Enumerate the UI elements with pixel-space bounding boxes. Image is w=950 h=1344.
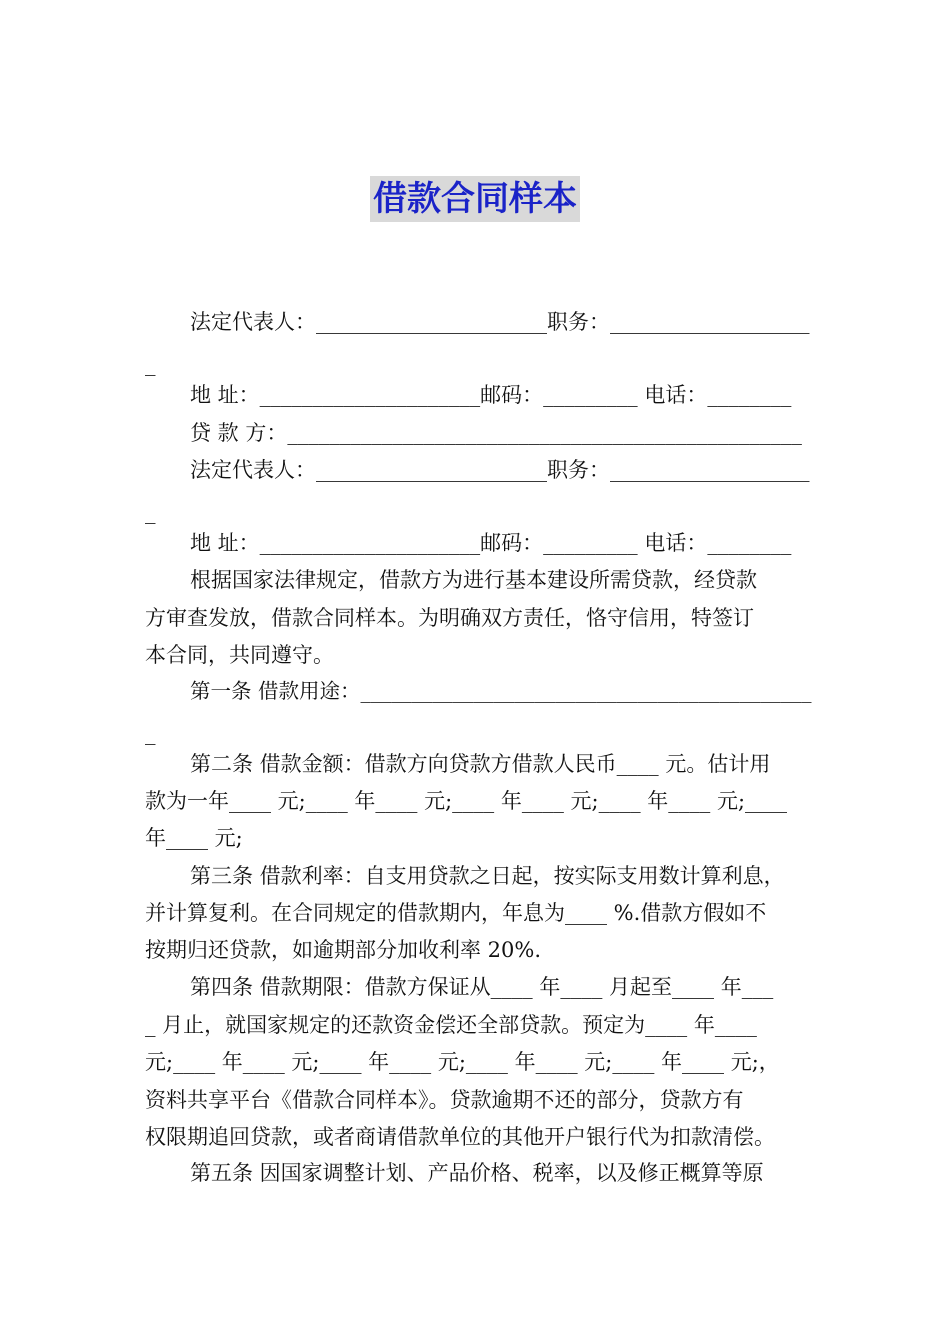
text-line: 法定代表人：______________________职务：___________________ <box>190 310 810 334</box>
document-title: 借款合同样本 <box>370 176 580 222</box>
text-line: _ <box>145 721 156 745</box>
text-line: 贷 款 方：_________________________________________________ <box>190 421 802 445</box>
text-line: _ <box>145 352 156 376</box>
document-title-wrap <box>0 176 950 222</box>
text-line: 地 址：_____________________邮码：_________ 电话：________ <box>190 531 792 555</box>
text-line: _ <box>145 500 156 524</box>
text-line: 元;____ 年____ 元;____ 年____ 元;____ 年____ 元;____ 年____ 元;， <box>145 1050 780 1074</box>
text-line: 第四条 借款期限：借款方保证从____ 年____ 月起至____ 年___ <box>190 975 774 999</box>
text-line: 第二条 借款金额：借款方向贷款方借款人民币____ 元。估计用 <box>190 752 771 776</box>
text-line: 本合同，共同遵守。 <box>145 643 334 667</box>
text-line: 方审查发放，借款合同样本。为明确双方责任，恪守信用，特签订 <box>145 606 754 630</box>
text-line: 按期归还贷款，如逾期部分加收利率 20%. <box>145 938 542 962</box>
text-line: 年____ 元; <box>145 826 243 850</box>
text-line: 权限期追回贷款，或者商请借款单位的其他开户银行代为扣款清偿。 <box>145 1125 775 1149</box>
text-line: 第一条 借款用途：____________________________________________ <box>190 679 812 703</box>
text-line: 第三条 借款利率：自支用贷款之日起，按实际支用数计算利息， <box>190 864 785 888</box>
text-line: 款为一年____ 元;____ 年____ 元;____ 年____ 元;____ 年____ 元;____ <box>145 789 788 813</box>
text-line: 根据国家法律规定，借款方为进行基本建设所需贷款，经贷款 <box>190 568 757 592</box>
text-line: 地 址：_____________________邮码：_________ 电话：________ <box>190 383 792 407</box>
text-line: 并计算复利。在合同规定的借款期内，年息为____ %.借款方假如不 <box>145 901 767 925</box>
text-line: 资料共享平台《借款合同样本》。贷款逾期不还的部分，贷款方有 <box>145 1088 744 1112</box>
text-line: 第五条 因国家调整计划、产品价格、税率，以及修正概算等原 <box>190 1161 764 1185</box>
text-line: 法定代表人：______________________职务：___________________ <box>190 458 810 482</box>
text-line: _ 月止，就国家规定的还款资金偿还全部贷款。预定为____ 年____ <box>145 1013 757 1037</box>
